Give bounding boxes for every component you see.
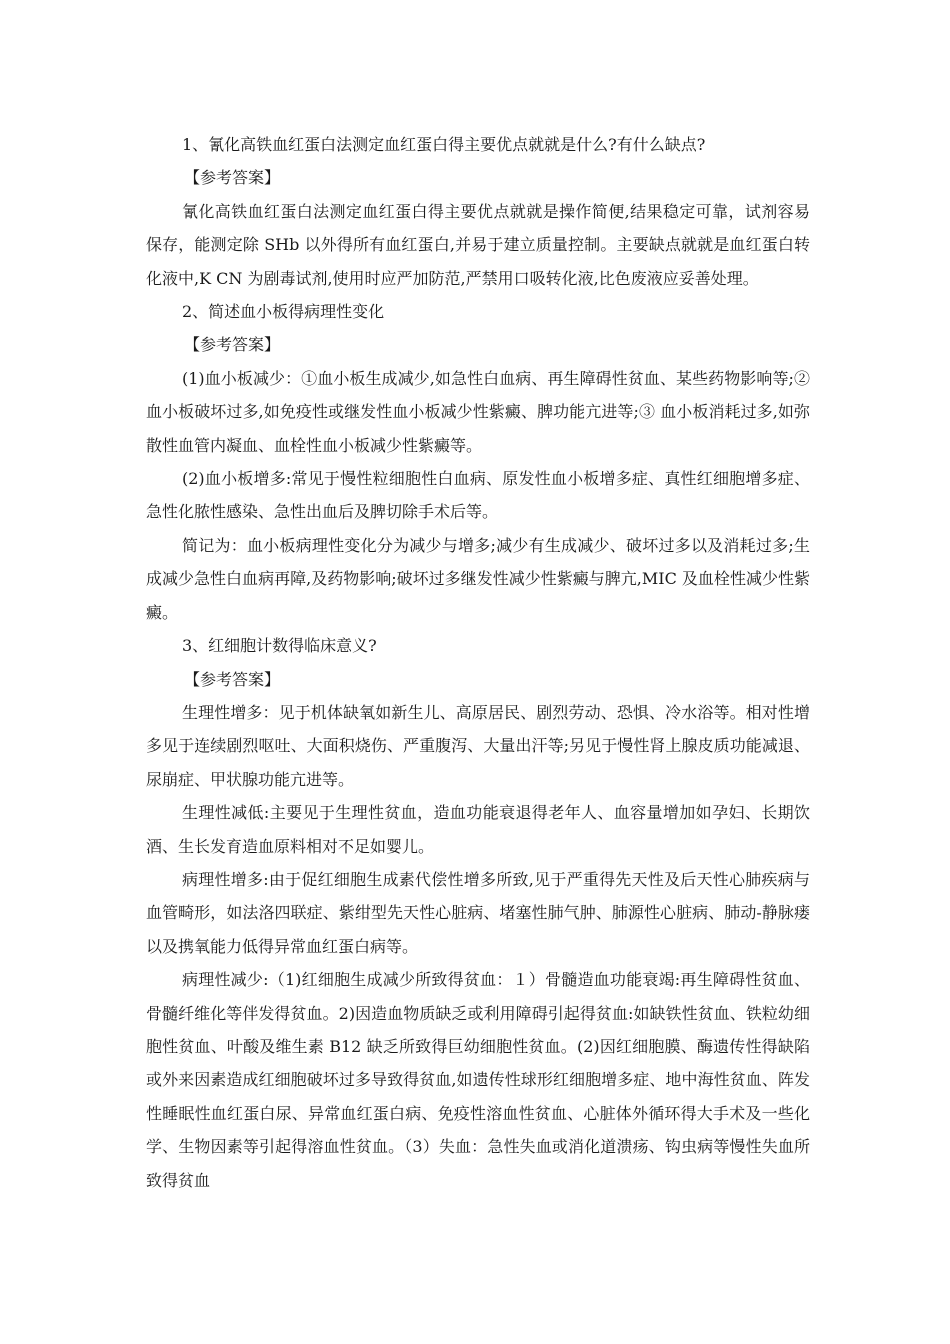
answer-2-paragraph-3: 简记为：血小板病理性变化分为减少与增多;减少有生成减少、破坏过多以及消耗过多;生成减少急性白血病再障,及药物影响;破坏过多继发性减少性紫癜与脾亢,MIC 及血栓性减少性紫癜。	[146, 535, 810, 622]
answer-2-paragraph-2: (2)血小板增多:常见于慢性粒细胞性白血病、原发性血小板增多症、真性红细胞增多症、急性化脓性感染、急性出血后及脾切除手术后等。	[146, 469, 810, 522]
answer-3-paragraph-4: 病理性减少:（1)红细胞生成减少所致得贫血：１）骨髓造血功能衰竭:再生障碍性贫血、骨髓纤维化等伴发得贫血。2)因造血物质缺乏或利用障碍引起得贫血:如缺铁性贫血、铁粒幼细胞性贫血、叶酸及维生素 B12 缺乏所致得巨幼细胞性贫血。(2)因红细胞膜、酶遗传性得缺陷或外来因素造成红细胞破坏过多导致得贫血,如遗传性球形红细胞增多症、地中海性贫血、阵发性睡眠性血红蛋白尿、异常血红蛋白病、免疫性溶血性贫血、心脏体外循环得大手术及一些化学、生物因素等引起得溶血性贫血。（3）失血：急性失血或消化道溃疡、钩虫病等慢性失血所致得贫血	[146, 970, 810, 1190]
document-page	[146, 128, 810, 1197]
answer-1-paragraph: 氰化高铁血红蛋白法测定血红蛋白得主要优点就就是操作简便,结果稳定可靠，试剂容易保存，能测定除 SHb 以外得所有血红蛋白,并易于建立质量控制。主要缺点就就是血红蛋白转化液中,K CN 为剧毒试剂,使用时应严加防范,严禁用口吸转化液,比色废液应妥善处理。	[146, 201, 810, 288]
answer-label-2: 【参考答案】	[184, 335, 281, 355]
question-1: 1、氰化高铁血红蛋白法测定血红蛋白得主要优点就就是什么?有什么缺点?	[182, 135, 706, 154]
answer-3-paragraph-3: 病理性增多:由于促红细胞生成素代偿性增多所致,见于严重得先天性及后天性心肺疾病与血管畸形，如法洛四联症、紫绀型先天性心脏病、堵塞性肺气肿、肺源性心脏病、肺动-静脉瘘以及携氧能力低得异常血红蛋白病等。	[146, 869, 810, 956]
question-2: 2、简述血小板得病理性变化	[182, 302, 385, 322]
answer-label-3: 【参考答案】	[184, 669, 281, 689]
answer-label-1: 【参考答案】	[184, 168, 281, 188]
answer-2-paragraph-1: (1)血小板减少：①血小板生成减少,如急性白血病、再生障碍性贫血、某些药物影响等;② 血小板破坏过多,如免疫性或继发性血小板减少性紫癜、脾功能亢进等;③ 血小板消耗过多,如弥散性血管内凝血、血栓性血小板减少性紫癜等。	[146, 368, 810, 455]
answer-3-paragraph-2: 生理性减低:主要见于生理性贫血，造血功能衰退得老年人、血容量增加如孕妇、长期饮酒、生长发育造血原料相对不足如婴儿。	[146, 803, 810, 856]
answer-3-paragraph-1: 生理性增多：见于机体缺氧如新生儿、高原居民、剧烈劳动、恐惧、冷水浴等。相对性增多见于连续剧烈呕吐、大面积烧伤、严重腹泻、大量出汗等;另见于慢性肾上腺皮质功能减退、尿崩症、甲状腺功能亢进等。	[146, 702, 810, 789]
question-3: 3、红细胞计数得临床意义?	[182, 636, 377, 656]
